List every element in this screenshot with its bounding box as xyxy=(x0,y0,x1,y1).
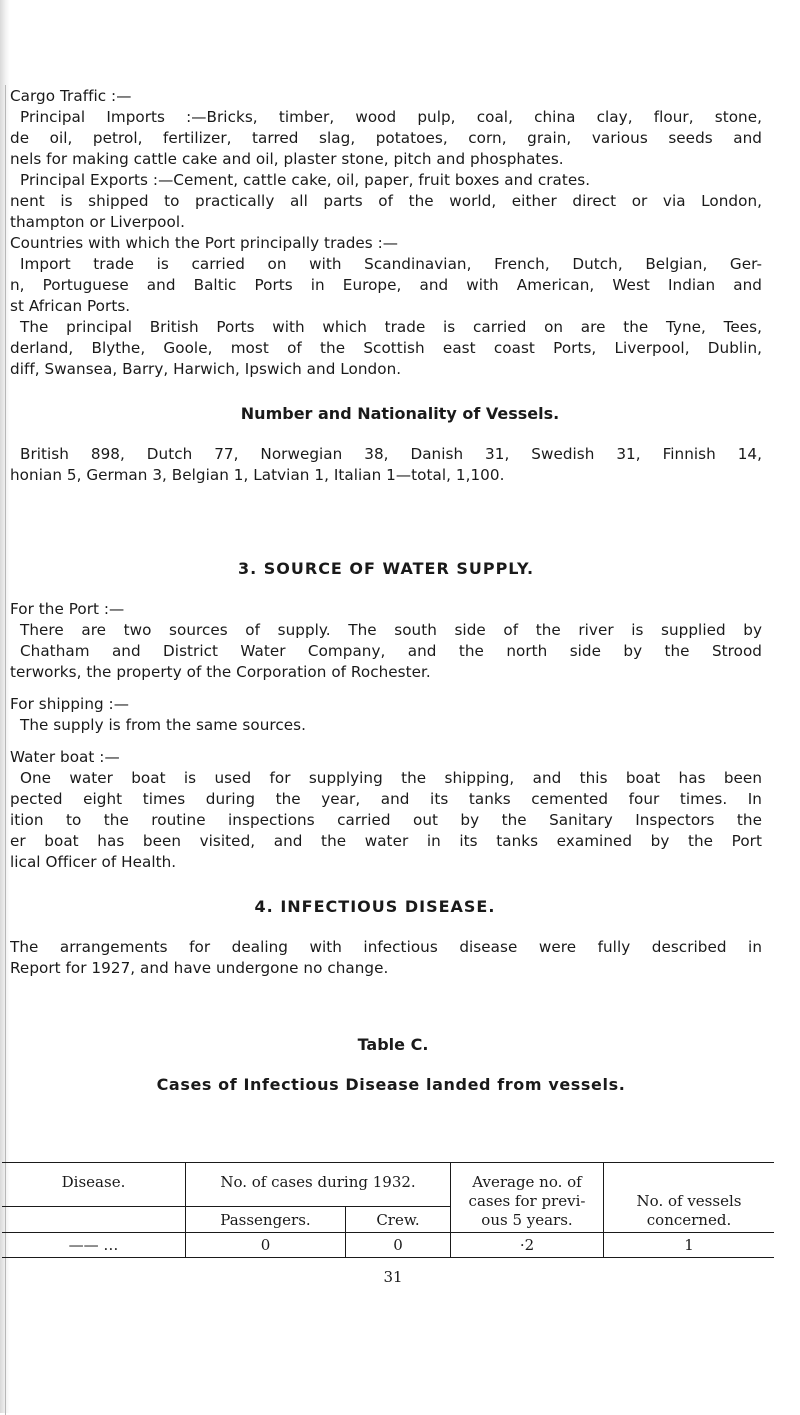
cargo-heading-line: Cargo Traffic :— xyxy=(10,87,132,105)
vessels-heading: Number and Nationality of Vessels. xyxy=(240,404,560,423)
countries-heading-line: Countries with which the Port principally trades :— xyxy=(10,234,399,252)
header-average-line-1: Average no. of xyxy=(472,1173,582,1191)
exports-line-3: thampton or Liverpool. xyxy=(10,213,186,231)
header-cases-1932: No. of cases during 1932. xyxy=(220,1173,416,1191)
table-c-subtitle: Cases of Infectious Disease landed from vessels. xyxy=(156,1075,626,1094)
shipping-line-1: The supply is from the same sources. xyxy=(20,716,306,734)
import-trade-line-2: n, Portuguese and Baltic Ports in Europe, and with American, West Indian and xyxy=(10,276,762,294)
infectious-disease-heading: 4. INFECTIOUS DISEASE. xyxy=(254,897,496,916)
water-boat-heading-line: Water boat :— xyxy=(10,748,120,766)
row-average: ·2 xyxy=(519,1236,535,1254)
imports-line-1: Principal Imports :—Bricks, timber, wood pulp, coal, china clay, flour, stone, xyxy=(20,108,762,126)
header-vessels-line-2: concerned. xyxy=(646,1211,732,1229)
header-passengers: Passengers. xyxy=(220,1211,311,1229)
row-vessels: 1 xyxy=(684,1236,694,1254)
import-trade-line-1: Import trade is carried on with Scandinavian, French, Dutch, Belgian, Ger- xyxy=(20,255,762,273)
vessels-line-2: honian 5, German 3, Belgian 1, Latvian 1, Italian 1—total, 1,100. xyxy=(10,466,505,484)
vessels-line-1: British 898, Dutch 77, Norwegian 38, Danish 31, Swedish 31, Finnish 14, xyxy=(20,445,762,463)
import-trade-line-3: st African Ports. xyxy=(10,297,131,315)
table-c xyxy=(0,1162,774,1258)
table-bottom-rule xyxy=(2,1257,774,1258)
water-boat-line-1: One water boat is used for supplying the shipping, and this boat has been xyxy=(20,769,762,787)
row-passengers: 0 xyxy=(260,1236,271,1254)
port-line-1: There are two sources of supply. The south side of the river is supplied by xyxy=(20,621,762,639)
header-disease: Disease. xyxy=(61,1173,126,1191)
water-boat-line-3: ition to the routine inspections carried out by the Sanitary Inspectors the xyxy=(10,811,762,829)
imports-line-3: nels for making cattle cake and oil, plaster stone, pitch and phosphates. xyxy=(10,150,564,168)
british-ports-line-1: The principal British Ports with which trade is carried on are the Tyne, Tees, xyxy=(20,318,762,336)
row-disease: —— … xyxy=(68,1236,119,1254)
header-average-line-3: ous 5 years. xyxy=(481,1211,573,1229)
row-crew: 0 xyxy=(393,1236,403,1254)
exports-line-2: nent is shipped to practically all parts of the world, either direct or via London, xyxy=(10,192,762,210)
water-boat-line-2: pected eight times during the year, and its tanks cemented four times. In xyxy=(10,790,762,808)
water-boat-line-5: lical Officer of Health. xyxy=(10,853,177,871)
british-ports-line-2: derland, Blythe, Goole, most of the Scottish east coast Ports, Liverpool, Dublin, xyxy=(10,339,762,357)
port-heading-line: For the Port :— xyxy=(10,600,125,618)
table-top-rule xyxy=(2,1162,774,1163)
header-average-line-2: cases for previ- xyxy=(468,1192,586,1210)
shipping-heading-line: For shipping :— xyxy=(10,695,129,713)
table-c-title: Table C. xyxy=(357,1035,429,1054)
water-supply-heading: 3. SOURCE OF WATER SUPPLY. xyxy=(237,559,535,578)
header-crew: Crew. xyxy=(376,1211,420,1229)
infectious-line-2: Report for 1927, and have undergone no change. xyxy=(10,959,389,977)
british-ports-line-3: diff, Swansea, Barry, Harwich, Ipswich and London. xyxy=(10,360,402,378)
port-line-3: terworks, the property of the Corporation of Rochester. xyxy=(10,663,431,681)
port-line-2: Chatham and District Water Company, and the north side by the Strood xyxy=(20,642,762,660)
water-boat-line-4: er boat has been visited, and the water in its tanks examined by the Port xyxy=(10,832,762,850)
exports-line-1: Principal Exports :—Cement, cattle cake, oil, paper, fruit boxes and crates. xyxy=(20,171,591,189)
table-header-split-rule xyxy=(2,1206,450,1207)
header-vessels-line-1: No. of vessels xyxy=(636,1192,742,1210)
infectious-line-1: The arrangements for dealing with infectious disease were fully described in xyxy=(10,938,762,956)
table-header-bottom-rule xyxy=(2,1232,774,1233)
imports-line-2: de oil, petrol, fertilizer, tarred slag, potatoes, corn, grain, various seeds and xyxy=(10,129,762,147)
page-number: 31 xyxy=(383,1268,403,1286)
